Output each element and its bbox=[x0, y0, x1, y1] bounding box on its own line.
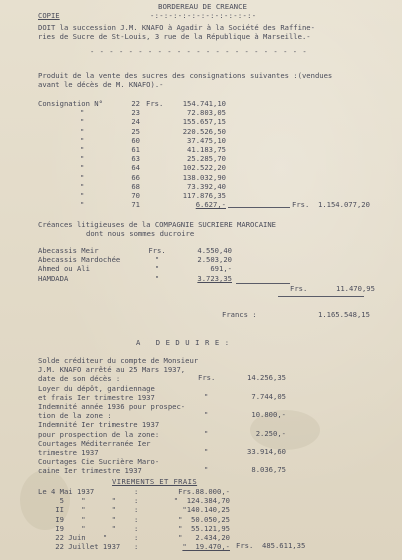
virement-marks bbox=[134, 487, 142, 551]
ditto-mark: " bbox=[80, 190, 85, 200]
deduire-line: date de son décès : bbox=[38, 374, 121, 384]
consignation-amounts bbox=[166, 99, 226, 209]
consignation-number: 63 bbox=[131, 154, 140, 164]
consignation-amount: 117.876,35 bbox=[182, 190, 226, 200]
consignation-number: 60 bbox=[131, 135, 140, 145]
consignation-number: 66 bbox=[131, 172, 140, 182]
deduire-mark: " bbox=[204, 429, 209, 438]
virement-amount: Frs.88.000,- bbox=[178, 487, 230, 496]
deduire-line: Loyer du dépôt, gardiennage bbox=[38, 383, 155, 393]
deduire-line: caine Ier trimestre 1937 bbox=[38, 466, 142, 476]
creance-amount: 3.723,35 bbox=[197, 273, 232, 283]
produit-line-2: avant le décès de M. KNAFO).- bbox=[38, 80, 164, 89]
leader-line bbox=[236, 283, 290, 284]
ditto-mark: " bbox=[80, 135, 85, 145]
consignation-amount: 102.522,20 bbox=[182, 163, 226, 173]
deduire-amount: 33.914,60 bbox=[247, 447, 286, 456]
consignation-labels bbox=[38, 99, 128, 209]
creance-amounts bbox=[176, 246, 232, 283]
virement-date: 22 Juillet 1937 bbox=[38, 542, 121, 552]
deduire-amount: 7.744,05 bbox=[251, 392, 286, 401]
consignation-number: 25 bbox=[131, 126, 140, 136]
produit-line-1: Produit de la vente des sucres des consignations suivantes :(vendues bbox=[38, 71, 333, 80]
consignation-number: 22 bbox=[131, 99, 140, 108]
deduire-line: J.M. KNAFO arrêté au 25 Mars 1937, bbox=[38, 365, 186, 375]
deduire-line: Courtages Méditerranée Ier bbox=[38, 438, 151, 448]
deduire-mark: Frs. bbox=[198, 373, 216, 382]
creance-total-currency: Frs. bbox=[290, 284, 308, 293]
deduire-mark: " bbox=[204, 392, 209, 401]
consignation-number: 23 bbox=[131, 108, 140, 118]
document-title: BORDEREAU DE CREANCE bbox=[158, 2, 247, 11]
virement-amount: " 55.121,95 bbox=[178, 523, 230, 533]
virement-amount: "140.140,25 bbox=[182, 505, 230, 515]
creance-name: Ahmed ou Ali bbox=[38, 264, 90, 274]
virements-title: VIREMENTS ET FRAIS bbox=[112, 477, 198, 486]
ditto-mark: " bbox=[80, 126, 85, 136]
copie-label: COPIE bbox=[38, 11, 60, 20]
creance-names bbox=[38, 246, 148, 283]
creance-amount: 4.550,40 bbox=[197, 246, 232, 255]
intro-separator: - - - - - - - - - - - - - - - - - - - - - - - bbox=[90, 47, 308, 56]
consignation-total: 1.154.077,20 bbox=[318, 200, 370, 209]
virement-date: Le 4 Mai 1937 bbox=[38, 487, 95, 496]
virement-mark: : bbox=[134, 496, 139, 506]
creance-mark: " bbox=[154, 273, 160, 283]
deduire-line: pour prospection de la zone: bbox=[38, 429, 160, 439]
consignation-total-currency: Frs. bbox=[292, 200, 310, 209]
consignation-number: 24 bbox=[131, 117, 140, 127]
virement-total-currency: Frs. bbox=[236, 541, 254, 550]
consignation-amount: 154.741,10 bbox=[182, 99, 226, 108]
virement-date: I9 " " bbox=[38, 523, 116, 533]
deduire-amount: 2.250,- bbox=[255, 429, 286, 438]
virement-mark: : bbox=[134, 523, 139, 533]
virement-amount: " 19.470,- bbox=[182, 542, 230, 552]
consignation-amount: 73.392,40 bbox=[187, 181, 226, 191]
creance-total: 11.470,95 bbox=[336, 284, 375, 293]
total-underline bbox=[278, 296, 364, 297]
consignation-amount: 25.285,70 bbox=[187, 154, 226, 164]
virement-mark: : bbox=[134, 487, 139, 496]
deduire-line: Solde créditeur du compte de Monsieur bbox=[38, 356, 199, 365]
virement-date: 22 Juin " bbox=[38, 532, 108, 542]
consignation-amount: 138.032,90 bbox=[182, 172, 226, 182]
creance-name: Abecassis Meir bbox=[38, 246, 99, 255]
creance-marks bbox=[146, 246, 168, 283]
ditto-mark: " bbox=[80, 163, 85, 173]
deduire-title: A D E D U I R E : bbox=[136, 338, 230, 347]
creances-line-2: dont nous sommes ducroire bbox=[86, 229, 195, 238]
virement-mark: : bbox=[134, 505, 139, 515]
consignation-numbers bbox=[124, 99, 140, 209]
ditto-mark: " bbox=[80, 181, 85, 191]
creance-mark: " bbox=[154, 255, 160, 265]
creance-mark: " bbox=[154, 264, 160, 274]
virement-amount: " 124.384,70 bbox=[173, 496, 230, 506]
deduire-amount: 10.800,- bbox=[251, 410, 286, 419]
consignation-number: 68 bbox=[131, 181, 140, 191]
consignation-currency: Frs. bbox=[146, 99, 164, 108]
creance-name: Abecassis Mardochée bbox=[38, 255, 121, 265]
creance-mark: Frs. bbox=[148, 246, 166, 255]
ditto-mark: " bbox=[80, 154, 85, 164]
ditto-mark: " bbox=[80, 117, 85, 127]
ditto-mark: " bbox=[80, 172, 85, 182]
consignation-amount: 41.183,75 bbox=[187, 144, 226, 154]
virement-total: 485.611,35 bbox=[262, 541, 306, 550]
consignation-number: 71 bbox=[131, 200, 140, 210]
intro-line-2: ries de Sucre de St-Louis, 3 rue de la République à Marseille.- bbox=[38, 32, 311, 41]
leader-line bbox=[228, 207, 290, 208]
deduire-line: Courtages Cie Sucrière Maro- bbox=[38, 457, 160, 467]
consignation-amount: 220.526,50 bbox=[182, 126, 226, 136]
deduire-mark: " bbox=[204, 410, 209, 419]
consignation-number: 70 bbox=[131, 190, 140, 200]
virement-date: 5 " " bbox=[38, 496, 116, 506]
virement-mark: : bbox=[134, 542, 139, 552]
deduire-amount: 8.036,75 bbox=[251, 465, 286, 474]
virement-amount: " 50.050,25 bbox=[178, 514, 230, 524]
intro-line-1: DOIT la succession J.M. KNAFO à Agadir à la Société des Raffine- bbox=[38, 23, 315, 32]
virement-date: I9 " " bbox=[38, 514, 116, 524]
virement-amount: " 2.434,20 bbox=[178, 532, 230, 542]
title-separator: -:-:-:-:-:-:-:-:-:-:-:- bbox=[150, 11, 257, 20]
virement-date: II " " bbox=[38, 505, 116, 515]
virement-amounts bbox=[144, 487, 230, 551]
creances-line-1: Créances litigieuses de la COMPAGNIE SUCRIERE MAROCAINE bbox=[38, 220, 276, 229]
deduire-amount: 14.256,35 bbox=[247, 373, 286, 382]
consignation-amount: 155.657,15 bbox=[182, 117, 226, 127]
consignation-number: 61 bbox=[131, 144, 140, 154]
consignation-number: 64 bbox=[131, 163, 140, 173]
deduire-line: Indemnité Ier trimestre 1937 bbox=[38, 420, 160, 430]
deduire-line: Indemnité année 1936 pour prospec- bbox=[38, 401, 186, 411]
creance-name: HAMDADA bbox=[38, 273, 69, 283]
francs-total: 1.165.548,15 bbox=[318, 310, 370, 319]
creance-amount: 2.503,20 bbox=[197, 255, 232, 265]
consignation-amount: 6.627,- bbox=[195, 200, 226, 210]
creance-amount: 691,- bbox=[210, 264, 232, 274]
deduire-mark: " bbox=[204, 465, 209, 474]
consignation-amount: 37.475,10 bbox=[187, 135, 226, 145]
deduire-line: tion de la zone : bbox=[38, 411, 112, 421]
deduire-mark: " bbox=[204, 447, 209, 456]
consignation-amount: 72.803,05 bbox=[187, 108, 226, 118]
deduire-line: trimestre 1937 bbox=[38, 447, 99, 457]
ditto-mark: " bbox=[80, 144, 85, 154]
ditto-mark: " bbox=[80, 200, 85, 210]
francs-label: Francs : bbox=[222, 310, 257, 319]
deduire-line: et frais Ier trimestre 1937 bbox=[38, 392, 155, 402]
consignation-label: Consignation N° bbox=[38, 99, 103, 108]
virement-mark: : bbox=[134, 532, 139, 542]
virement-mark: : bbox=[134, 514, 139, 524]
ditto-mark: " bbox=[80, 108, 85, 118]
